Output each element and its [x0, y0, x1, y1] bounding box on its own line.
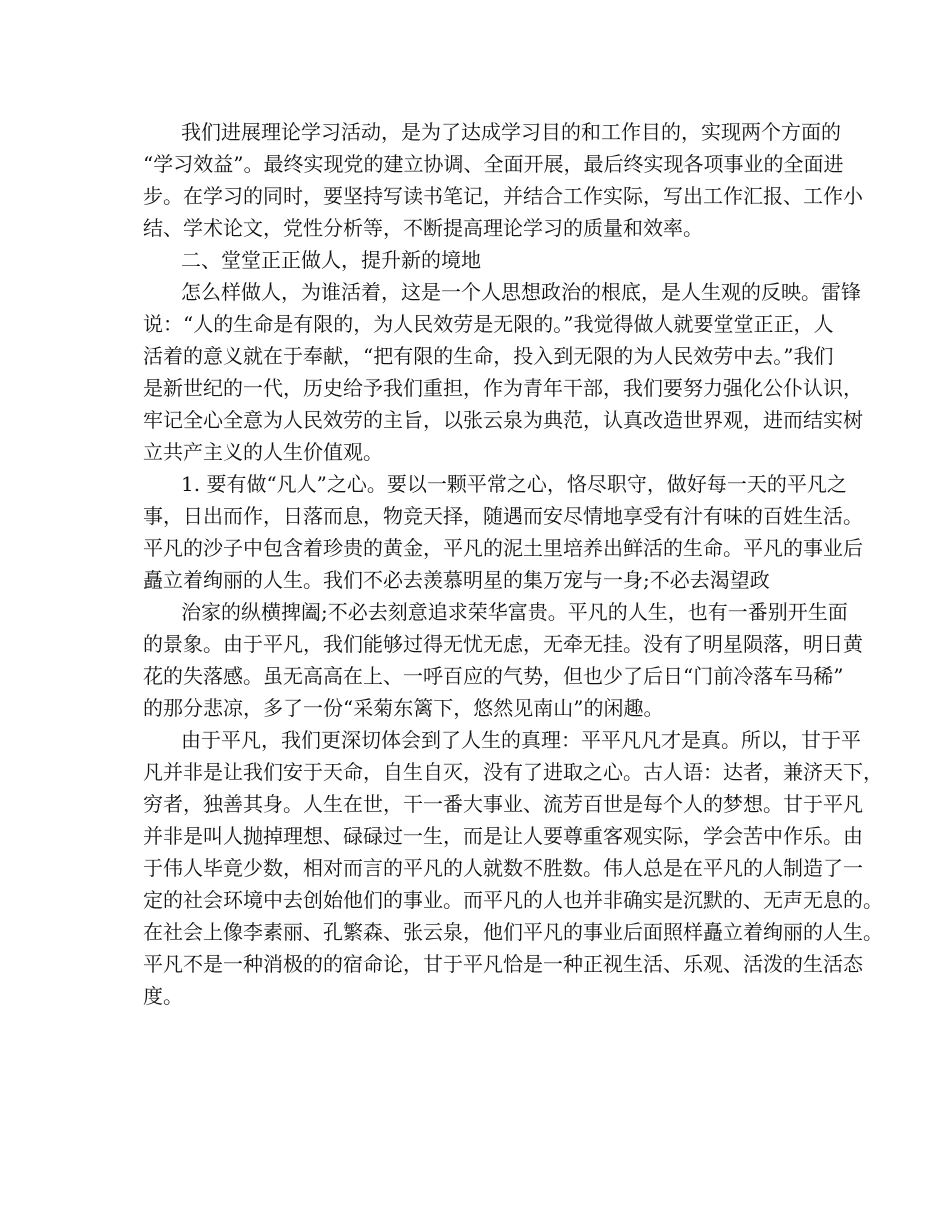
text-line: 由于平凡，我们更深切体会到了人生的真理：平平凡凡才是真。所以，甘于平: [181, 728, 861, 752]
text-line: 度。: [143, 984, 183, 1008]
text-line: 在社会上像李素丽、孔繁森、张云泉，他们平凡的事业后面照样矗立着绚丽的人生。: [143, 920, 883, 944]
text-line: 穷者，独善其身。人生在世，干一番大事业、流芳百世是每个人的梦想。甘于平凡: [143, 792, 863, 816]
text-line: 矗立着绚丽的人生。我们不必去羡慕明星的集万宠与一身;不必去渴望政: [143, 568, 770, 592]
paragraph-ordinary-heart: [143, 468, 863, 596]
text-line: 1. 要有做“凡人”之心。要以一颗平常之心，恪尽职守，做好每一天的平凡之: [181, 472, 847, 496]
text-line: 定的社会环境中去创始他们的事业。而平凡的人也并非确实是沉默的、无声无息的。: [143, 888, 883, 912]
text-line: 于伟人毕竟少数，相对而言的平凡的人就数不胜数。伟人总是在平凡的人制造了一: [143, 856, 863, 880]
paragraph-study-activities: [143, 116, 863, 244]
text-line: 平凡的沙子中包含着珍贵的黄金，平凡的泥土里培养出鲜活的生命。平凡的事业后: [143, 536, 863, 560]
paragraph-ordinary-life: [143, 596, 863, 724]
text-line: 事，日出而作，日落而息，物竞天择，随遇而安尽情地享受有汁有味的百姓生活。: [143, 504, 863, 528]
text-line: 说：“人的生命是有限的，为人民效劳是无限的。”我觉得做人就要堂堂正正，人: [143, 312, 834, 336]
text-line: 的那分悲凉，多了一份“采菊东篱下，悠然见南山”的闲趣。: [143, 696, 664, 720]
text-line: 怎么样做人，为谁活着，这是一个人思想政治的根底，是人生观的反映。雷锋: [181, 280, 861, 304]
text-line: 并非是叫人抛掉理想、碌碌过一生，而是让人要尊重客观实际，学会苦中作乐。由: [143, 824, 863, 848]
text-line: 立共产主义的人生价值观。: [143, 440, 383, 464]
text-line: 活着的意义就在于奉献，“把有限的生命，投入到无限的为人民效劳中去。”我们: [143, 344, 834, 368]
text-line: 我们进展理论学习活动，是为了达成学习目的和工作目的，实现两个方面的: [181, 120, 841, 144]
section-heading-two: [143, 244, 823, 276]
text-line: 步。在学习的同时，要坚持写读书笔记，并结合工作实际，写出工作汇报、工作小: [143, 184, 863, 208]
text-line: 结、学术论文，党性分析等，不断提高理论学习的质量和效率。: [143, 216, 703, 240]
text-line: 花的失落感。虽无高高在上、一呼百应的气势，但也少了后日“门前冷落车马稀”: [143, 664, 844, 688]
text-line: 凡并非是让我们安于天命，自生自灭，没有了进取之心。古人语：达者，兼济天下，: [143, 760, 883, 784]
text-line: 平凡不是一种消极的的宿命论，甘于平凡恰是一种正视生活、乐观、活泼的生活态: [143, 952, 863, 976]
section-heading-text: 二、堂堂正正做人，提升新的境地: [181, 248, 481, 272]
text-line: “学习效益”。最终实现党的建立协调、全面开展，最后终实现各项事业的全面进: [143, 152, 844, 176]
text-line: 的景象。由于平凡，我们能够过得无忧无虑，无牵无挂。没有了明星陨落，明日黄: [143, 632, 863, 656]
text-line: 牢记全心全意为人民效劳的主旨，以张云泉为典范，认真改造世界观，进而结实树: [143, 408, 863, 432]
paragraph-how-to-be-a-person: [143, 276, 863, 468]
document-page: [143, 116, 883, 1012]
text-line: 是新世纪的一代，历史给予我们重担，作为青年干部，我们要努力强化公仆认识，: [143, 376, 863, 400]
text-line: 治家的纵横捭阖;不必去刻意追求荣华富贵。平凡的人生，也有一番别开生面: [181, 600, 848, 624]
paragraph-truth-of-life: [143, 724, 883, 1012]
